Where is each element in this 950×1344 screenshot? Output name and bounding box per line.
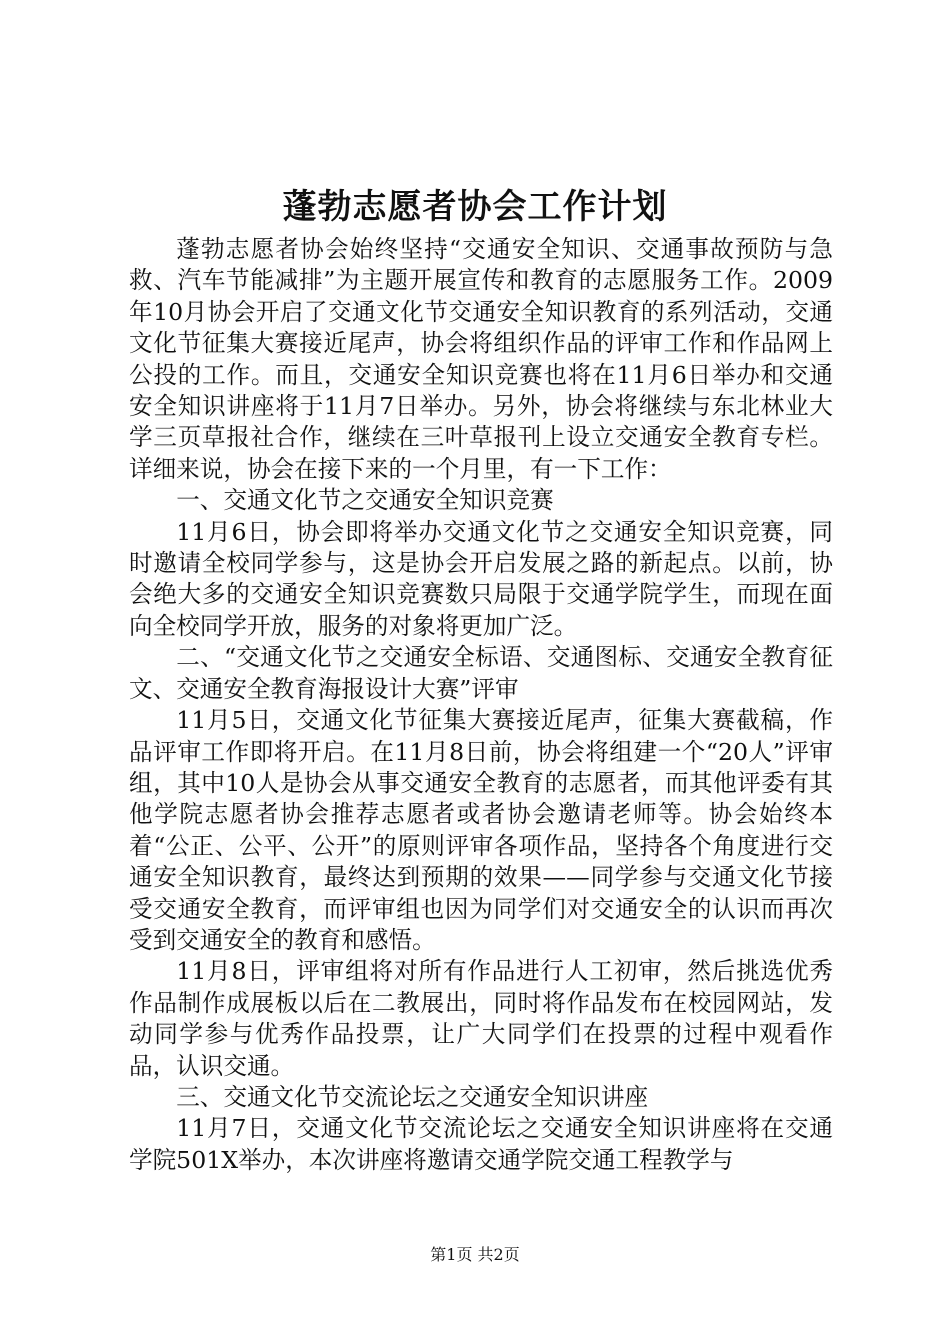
paragraph-section-2b: 11月8日，评审组将对所有作品进行人工初审，然后挑选优秀作品制作成展板以后在二教展出，同时将作品发布在校园网站，发动同学参与优秀作品投票，让广大同学们在投票的过程中观看作品，认识交通。 <box>129 957 833 1080</box>
paragraph-intro: 蓬勃志愿者协会始终坚持“交通安全知识、交通事故预防与急救、汽车节能减排”为主题开展宣传和教育的志愿服务工作。2009年10月协会开启了交通文化节交通安全知识教育的系列活动，交通文化节征集大赛接近尾声，协会将组织作品的评审工作和作品网上公投的工作。而且，交通安全知识竞赛也将在11月6日举办和交通安全知识讲座将于11月7日举办。另外，协会将继续与东北林业大学三页草报社合作，继续在三叶草报刊上设立交通安全教育专栏。详细来说，协会在接下来的一个月里，有一下工作： <box>129 235 833 483</box>
document-title: 蓬勃志愿者协会工作计划 <box>282 187 668 227</box>
page-number-footer: 第1页 共2页 <box>430 1245 520 1264</box>
document-body <box>129 234 833 1176</box>
section-heading-1: 一、交通文化节之交通安全知识竞赛 <box>176 486 554 515</box>
paragraph-section-1: 11月6日，协会即将举办交通文化节之交通安全知识竞赛，同时邀请全校同学参与，这是协会开启发展之路的新起点。以前，协会绝大多的交通安全知识竞赛数只局限于交通学院学生，而现在面向全校同学开放，服务的对象将更加广泛。 <box>129 517 833 640</box>
paragraph-section-2a: 11月5日，交通文化节征集大赛接近尾声，征集大赛截稿，作品评审工作即将开启。在11月8日前，协会将组建一个“20人”评审组，其中10人是协会从事交通安全教育的志愿者，而其他评委有其他学院志愿者协会推荐志愿者或者协会邀请老师等。协会始终本着“公正、公平、公开”的原则评审各项作品，坚持各个角度进行交通安全知识教育，最终达到预期的效果——同学参与交通文化节接受交通安全教育，而评审组也因为同学们对交通安全的认识而再次受到交通安全的教育和感悟。 <box>129 706 833 954</box>
section-heading-2: 二、“交通文化节之交通安全标语、交通图标、交通安全教育征文、交通安全教育海报设计大赛”评审 <box>129 643 833 703</box>
section-heading-3: 三、交通文化节交流论坛之交通安全知识讲座 <box>176 1082 649 1111</box>
paragraph-section-3: 11月7日，交通文化节交流论坛之交通安全知识讲座将在交通学院501X举办，本次讲座将邀请交通学院交通工程教学与 <box>129 1114 833 1174</box>
